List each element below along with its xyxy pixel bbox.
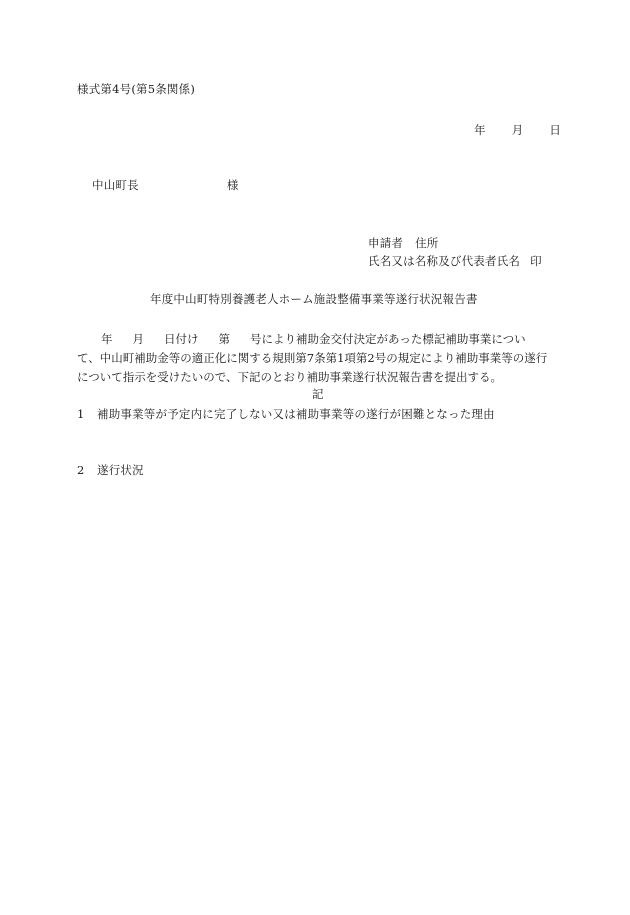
addressee-name: 中山町長	[92, 178, 139, 192]
seal-label: 印	[530, 254, 542, 268]
item-2	[77, 465, 144, 477]
item-1-text: 補助事業等が予定内に完了しない又は補助事業等の遂行が困難となった理由	[97, 407, 495, 421]
body-number-prefix: 第	[218, 332, 230, 346]
address-label: 住所	[415, 236, 439, 250]
body-month-label: 月	[132, 332, 144, 346]
document-title: 年度中山町特別養護老人ホーム施設整備事業等遂行状況報告書	[150, 292, 478, 306]
body-paragraph	[77, 330, 557, 387]
addressee-honorific: 様	[226, 178, 239, 192]
applicant-name-line	[368, 256, 542, 268]
month-label: 月	[511, 123, 524, 137]
form-number: 様式第4号(第5条関係)	[77, 82, 196, 96]
applicant-address-line	[368, 238, 439, 250]
body-line-3: について指示を受けたいので、下記のとおり補助事業遂行状況報告書を提出する。	[77, 370, 503, 384]
item-2-number: 2	[77, 463, 85, 477]
ki-mark: 記	[312, 387, 324, 401]
body-line-1-text: 号により補助金交付決定があった標記補助事業につい	[250, 332, 526, 346]
date-line	[474, 125, 561, 137]
addressee	[92, 180, 239, 192]
year-label: 年	[474, 123, 486, 137]
applicant-label: 申請者	[368, 236, 404, 250]
body-year-label: 年	[101, 332, 113, 346]
body-line-2: て、中山町補助金等の適正化に関する規則第7条第1項第2号の規定により補助事業等の遂行	[77, 351, 548, 365]
item-1-number: 1	[77, 407, 85, 421]
item-2-text: 遂行状況	[97, 463, 144, 477]
day-label: 日	[549, 123, 562, 137]
body-dated-label: 日付け	[164, 332, 199, 346]
item-1	[77, 409, 495, 421]
body-line-1	[77, 330, 557, 349]
name-label: 氏名又は名称及び代表者氏名	[368, 254, 521, 268]
